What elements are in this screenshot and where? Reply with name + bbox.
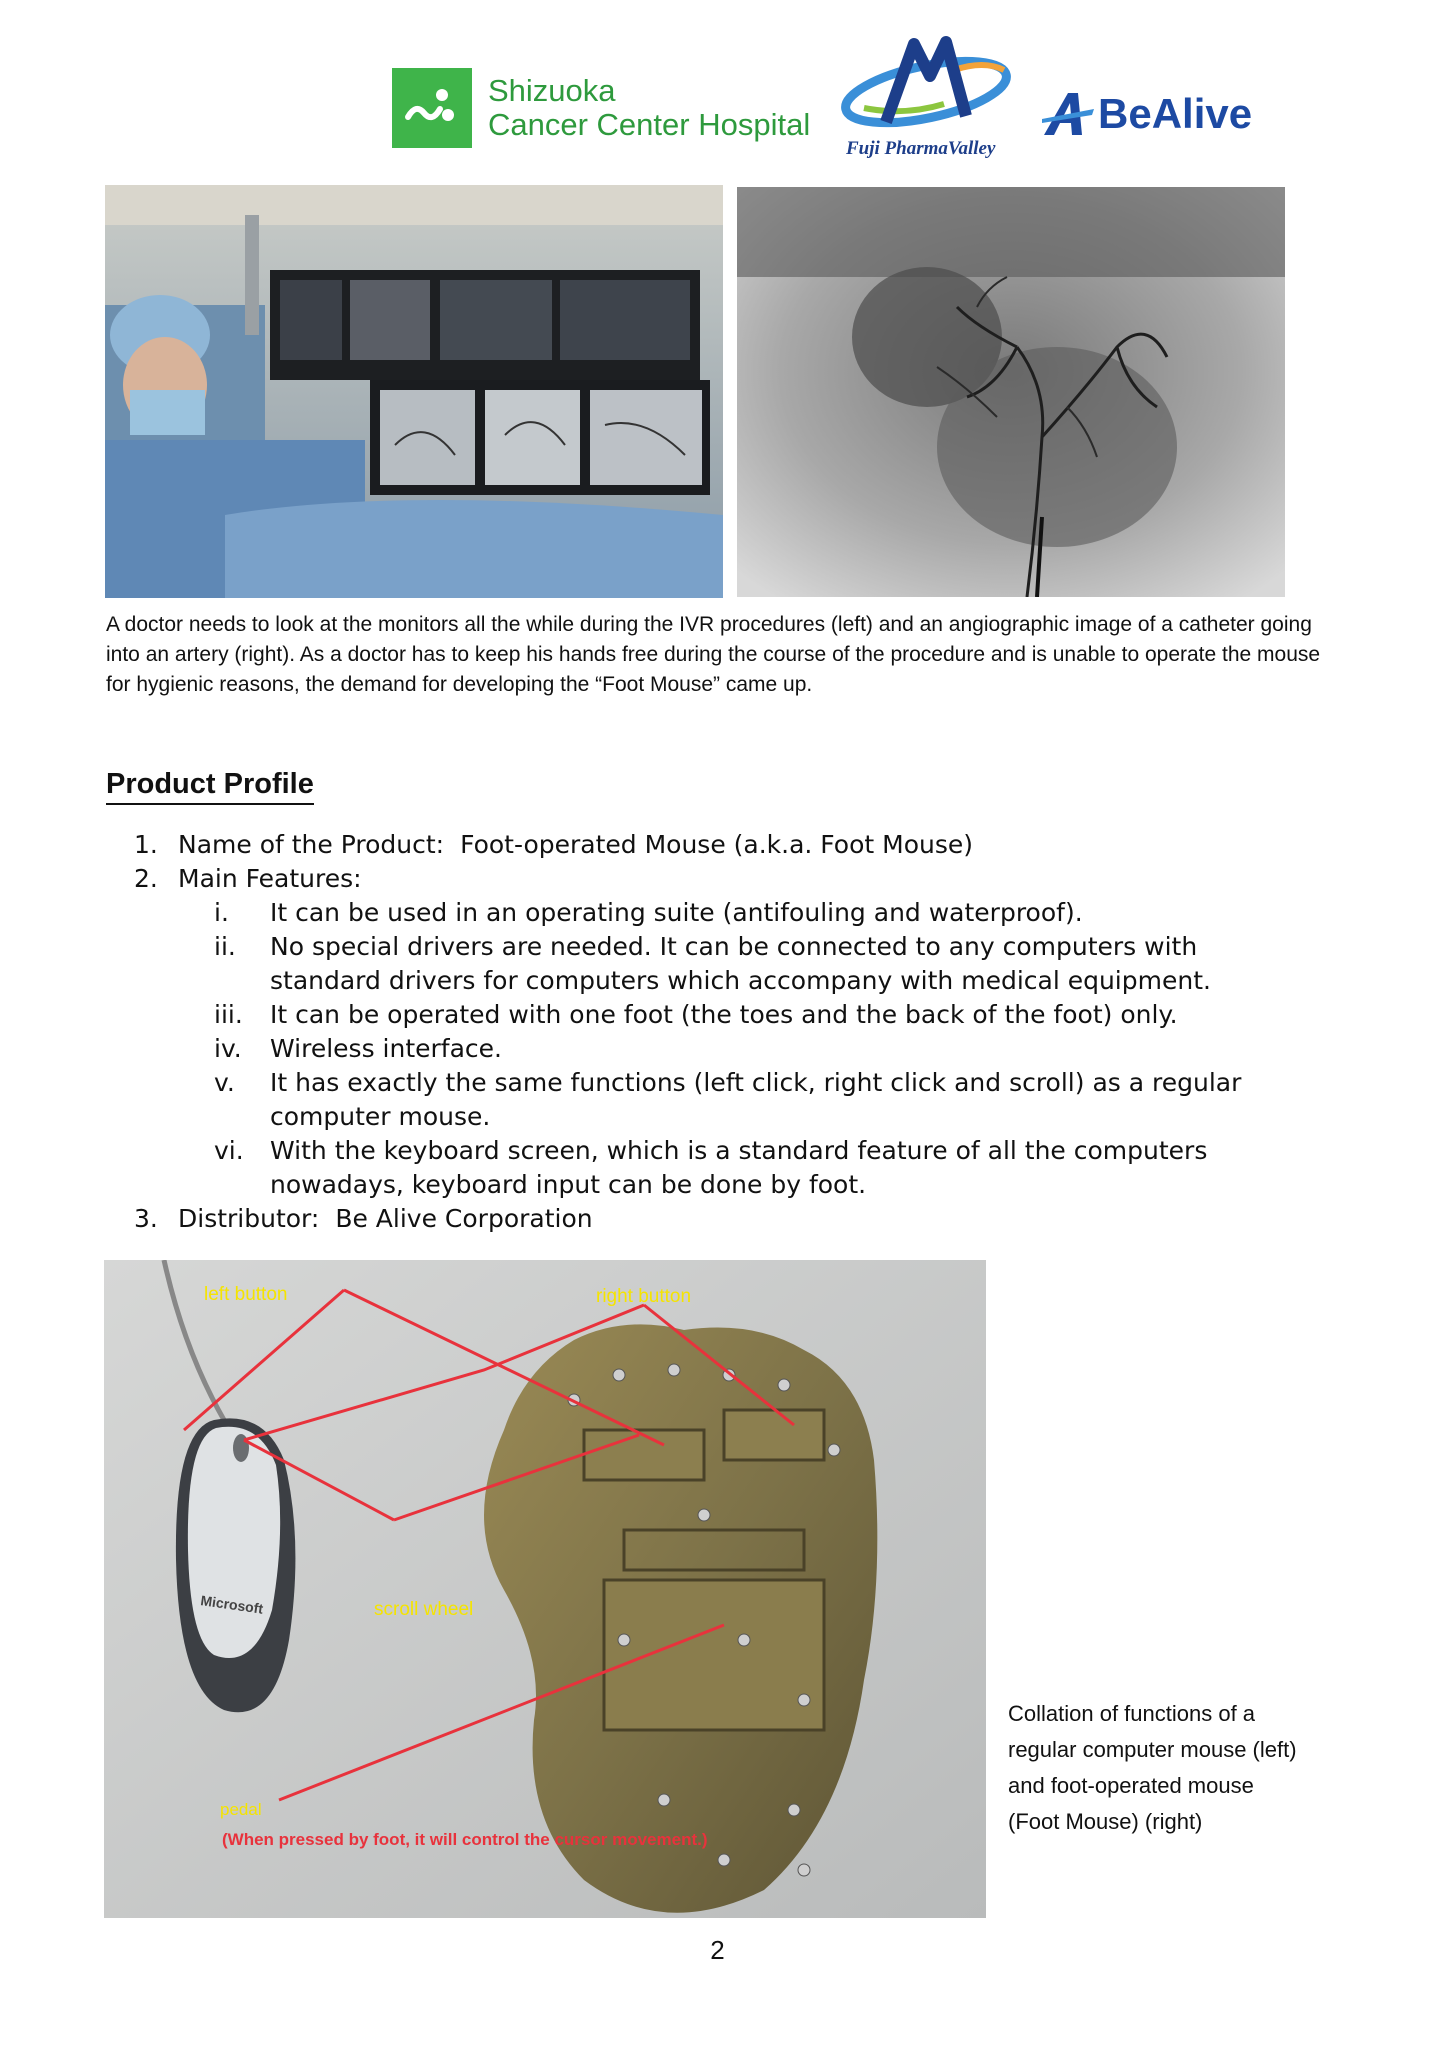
- feature-numeral: iv.: [214, 1034, 242, 1063]
- profile-item-number: 2.: [134, 864, 158, 893]
- computer-mouse: [176, 1418, 296, 1712]
- comparison-caption: Collation of functions of a regular computer mouse (left) and foot-operated mouse (Foot Mouse) (right): [1008, 1701, 1297, 1834]
- feature-item: [134, 1134, 1334, 1202]
- angiographic-image: [737, 187, 1285, 597]
- feature-item: [134, 998, 1334, 1032]
- feature-item: [134, 930, 1334, 998]
- profile-item-features: [134, 862, 1334, 896]
- profile-item-distributor: [134, 1202, 1334, 1236]
- be-alive-logo-text: BeAlive: [1098, 90, 1253, 137]
- feature-text: It has exactly the same functions (left click, right click and scroll) as a regular computer mouse.: [270, 1068, 1242, 1131]
- product-profile-title: Product Profile: [106, 768, 314, 805]
- profile-item-value: Be Alive Corporation: [335, 1204, 593, 1233]
- profile-item-number: 1.: [134, 830, 158, 859]
- fuji-pharma-valley-logo: [834, 30, 1024, 160]
- feature-text: No special drivers are needed. It can be connected to any computers with standard drivers for computers which accompany with medical equipment.: [270, 932, 1211, 995]
- feature-numeral: v.: [214, 1068, 235, 1097]
- hospital-logo-line2: Cancer Center Hospital: [488, 107, 811, 142]
- page-number: 2: [710, 1935, 725, 1965]
- mouse-brand-label: Microsoft: [199, 1592, 265, 1617]
- product-profile-list: [134, 828, 1334, 1236]
- profile-item-label: Name of the Product:: [178, 830, 445, 859]
- shizuoka-cancer-center-logo: [392, 68, 810, 148]
- be-alive-mark-icon: [1042, 91, 1094, 137]
- profile-item-label: Distributor:: [178, 1204, 320, 1233]
- feature-item: [134, 1032, 1334, 1066]
- pedal-note-label: (When pressed by foot, it will control the cursor movement.): [222, 1830, 708, 1849]
- feature-numeral: iii.: [214, 1000, 243, 1029]
- left-button-label: left button: [204, 1284, 288, 1305]
- photo-caption: A doctor needs to look at the monitors all the while during the IVR procedures (left) and an angiographic image of a catheter going into an artery (right). As a doctor has to keep his hands free during the course of the procedure and is unable to operate the mouse for hygienic reasons, the demand for developing the “Foot Mouse” came up.: [106, 613, 1321, 696]
- feature-text: With the keyboard screen, which is a standard feature of all the computers nowadays, keyboard input can be done by foot.: [270, 1136, 1208, 1199]
- feature-text: It can be operated with one foot (the toes and the back of the foot) only.: [270, 1000, 1178, 1029]
- feature-text: Wireless interface.: [270, 1034, 502, 1063]
- mouse-comparison-photo: [104, 1260, 986, 1918]
- feature-text: It can be used in an operating suite (antifouling and waterproof).: [270, 898, 1083, 927]
- feature-numeral: i.: [214, 898, 229, 927]
- pedal-label: pedal: [220, 1800, 262, 1819]
- scroll-wheel-label: scroll wheel: [374, 1599, 474, 1620]
- profile-item-label: Main Features:: [178, 864, 362, 893]
- profile-item-name: [134, 828, 1334, 862]
- hospital-logo-icon: [392, 68, 472, 148]
- ivr-procedure-photo: [105, 185, 723, 598]
- profile-item-value: Foot-operated Mouse (a.k.a. Foot Mouse): [460, 830, 974, 859]
- right-button-label: right button: [596, 1286, 692, 1307]
- be-alive-logo: [1042, 90, 1252, 138]
- hospital-logo-line1: Shizuoka: [488, 73, 616, 108]
- feature-numeral: ii.: [214, 932, 236, 961]
- profile-item-number: 3.: [134, 1204, 158, 1233]
- feature-numeral: vi.: [214, 1136, 244, 1165]
- feature-item: [134, 1066, 1334, 1134]
- fuji-logo-text: Fuji PharmaValley: [846, 138, 996, 159]
- feature-item: [134, 896, 1334, 930]
